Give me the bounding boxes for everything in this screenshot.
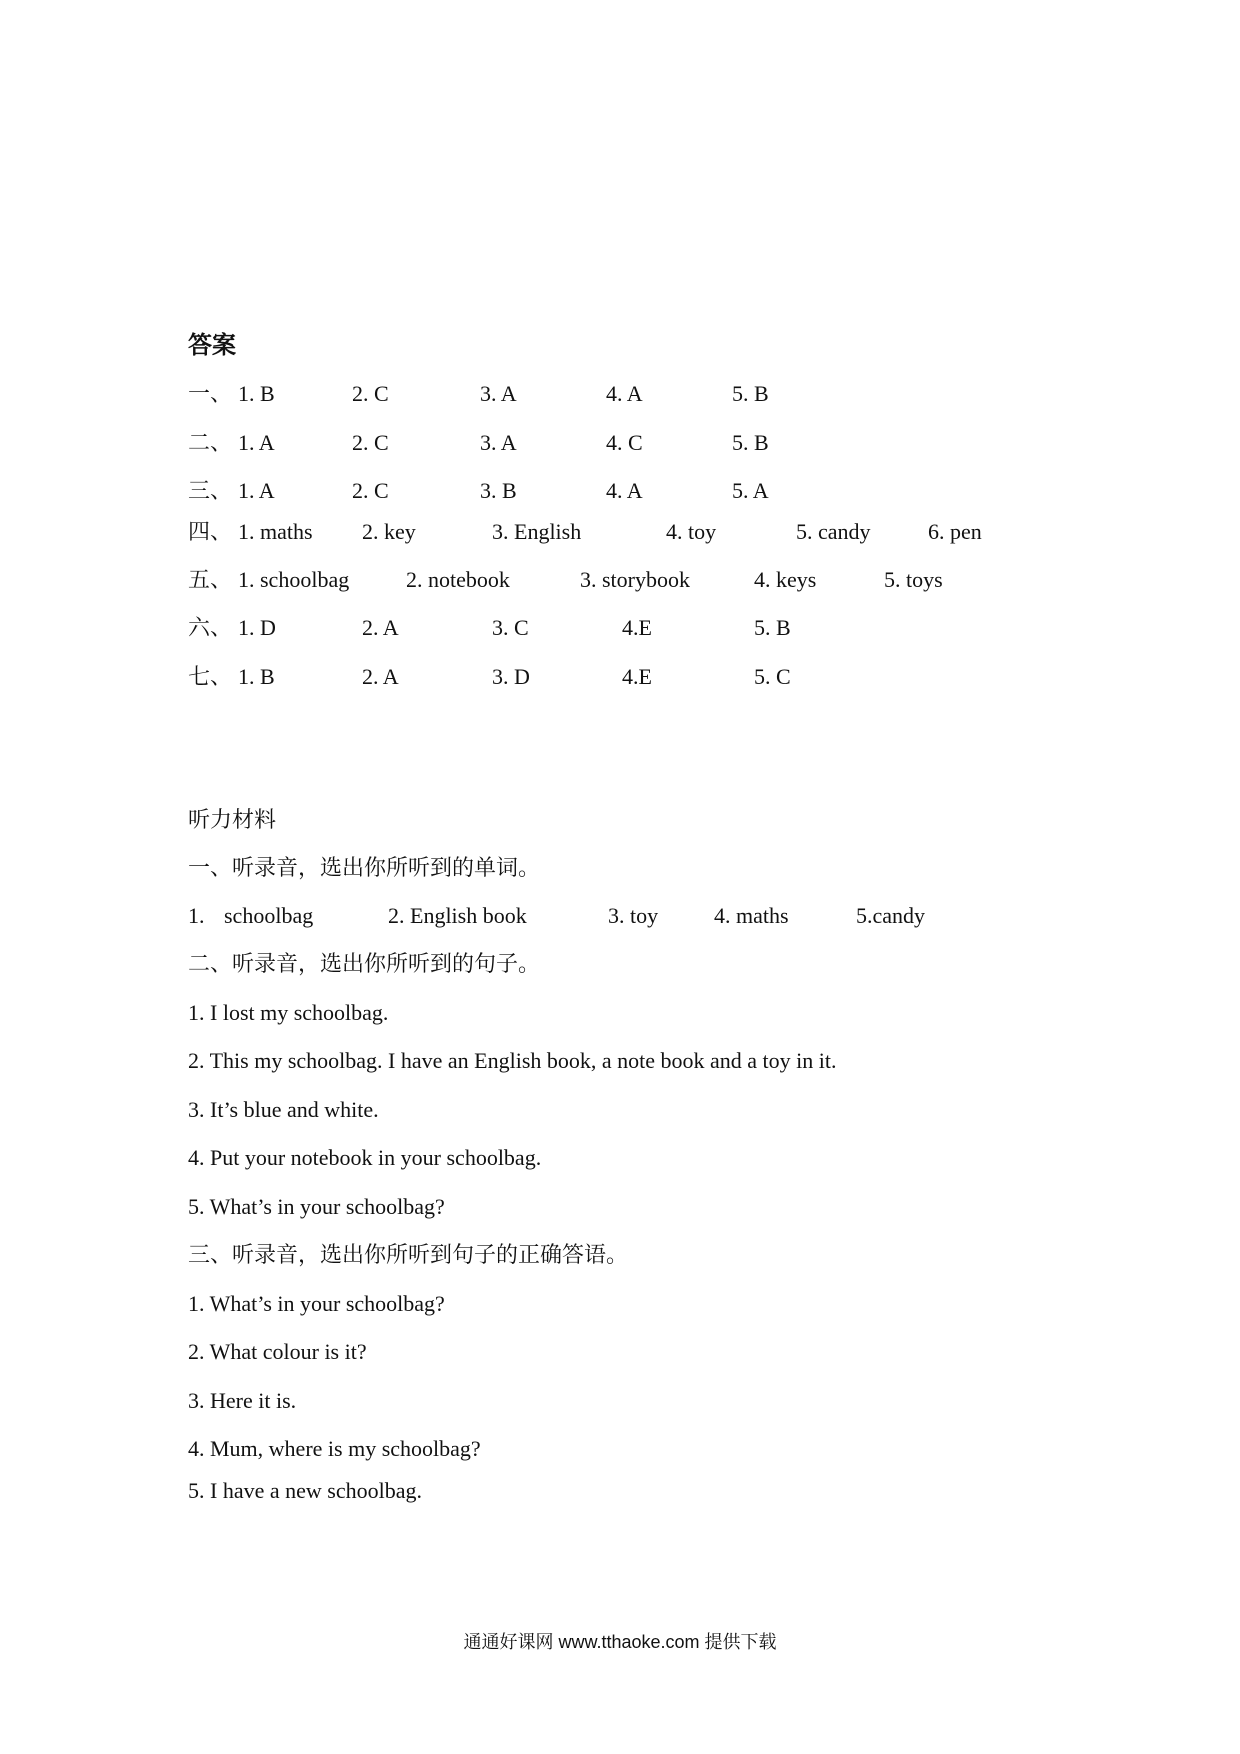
answer-item: 5. B <box>732 430 769 455</box>
sentence-line: 5. What’s in your schoolbag? <box>188 1194 445 1219</box>
answer-item: 2. C <box>352 478 389 503</box>
answer-item: 4. C <box>606 430 643 455</box>
answer-row-prefix: 四、 <box>188 519 233 544</box>
answer-item: 6. pen <box>928 519 982 544</box>
word-item: 5.candy <box>856 903 926 928</box>
answer-item: 5. candy <box>796 519 871 544</box>
answer-item: 1. maths <box>238 519 313 544</box>
answer-item: 1. A <box>238 430 275 455</box>
answer-item: 3. D <box>492 664 530 689</box>
answer-row-prefix: 一、 <box>188 381 233 406</box>
answer-row-prefix: 三、 <box>188 478 233 503</box>
answer-item: 5. A <box>732 478 769 503</box>
answer-item: 5. B <box>754 615 791 640</box>
listening-section-1-heading: 一、听录音，选出你所听到的单词。 <box>188 855 541 880</box>
answer-item: 2. A <box>362 615 399 640</box>
listening-section-3-heading: 三、听录音，选出你所听到句子的正确答语。 <box>188 1242 629 1267</box>
sentence-line: 3. It’s blue and white. <box>188 1097 379 1122</box>
answer-item: 4.E <box>622 664 652 689</box>
answer-row-prefix: 六、 <box>188 615 233 640</box>
answer-item: 1. D <box>238 615 276 640</box>
word-item: 3. toy <box>608 903 659 928</box>
sentence-line: 1. What’s in your schoolbag? <box>188 1291 445 1316</box>
sentence-line: 3. Here it is. <box>188 1388 297 1413</box>
answer-row-prefix: 五、 <box>188 567 233 592</box>
answer-item: 1. A <box>238 478 275 503</box>
answer-item: 4.E <box>622 615 652 640</box>
page-footer: 通通好课网 www.tthaoke.com 提供下载 <box>463 1632 777 1652</box>
sentence-line: 1. I lost my schoolbag. <box>188 1000 389 1025</box>
answer-item: 3. C <box>492 615 529 640</box>
listening-title: 听力材料 <box>188 807 277 832</box>
answer-item: 2. notebook <box>406 567 510 592</box>
answer-item: 4. toy <box>666 519 717 544</box>
answer-item: 2. C <box>352 430 389 455</box>
sentence-line: 4. Mum, where is my schoolbag? <box>188 1436 481 1461</box>
answer-item: 3. English <box>492 519 582 544</box>
sentence-line: 2. This my schoolbag. I have an English book, a note book and a toy in it. <box>188 1048 837 1073</box>
word-item: 4. maths <box>714 903 789 928</box>
sentence-line: 5. I have a new schoolbag. <box>188 1478 422 1503</box>
answer-item: 1. B <box>238 381 275 406</box>
word-item: 1. <box>188 903 205 928</box>
answer-item: 1. B <box>238 664 275 689</box>
answer-item: 3. A <box>480 430 517 455</box>
word-item: schoolbag <box>224 903 314 928</box>
answer-item: 2. A <box>362 664 399 689</box>
answer-item: 2. C <box>352 381 389 406</box>
answer-item: 5. B <box>732 381 769 406</box>
answer-item: 5. C <box>754 664 791 689</box>
sentence-line: 2. What colour is it? <box>188 1339 367 1364</box>
answer-item: 3. A <box>480 381 517 406</box>
answer-item: 2. key <box>362 519 416 544</box>
word-item: 2. English book <box>388 903 527 928</box>
sentence-line: 4. Put your notebook in your schoolbag. <box>188 1145 542 1170</box>
answer-item: 1. schoolbag <box>238 567 350 592</box>
answer-item: 4. keys <box>754 567 817 592</box>
answers-title: 答案 <box>188 333 236 359</box>
answer-item: 4. A <box>606 381 643 406</box>
answer-row-prefix: 七、 <box>188 664 233 689</box>
answer-row-prefix: 二、 <box>188 430 233 455</box>
answer-item: 3. B <box>480 478 517 503</box>
listening-section-2-heading: 二、听录音，选出你所听到的句子。 <box>188 951 541 976</box>
answer-item: 4. A <box>606 478 643 503</box>
answer-item: 5. toys <box>884 567 943 592</box>
answer-item: 3. storybook <box>580 567 690 592</box>
